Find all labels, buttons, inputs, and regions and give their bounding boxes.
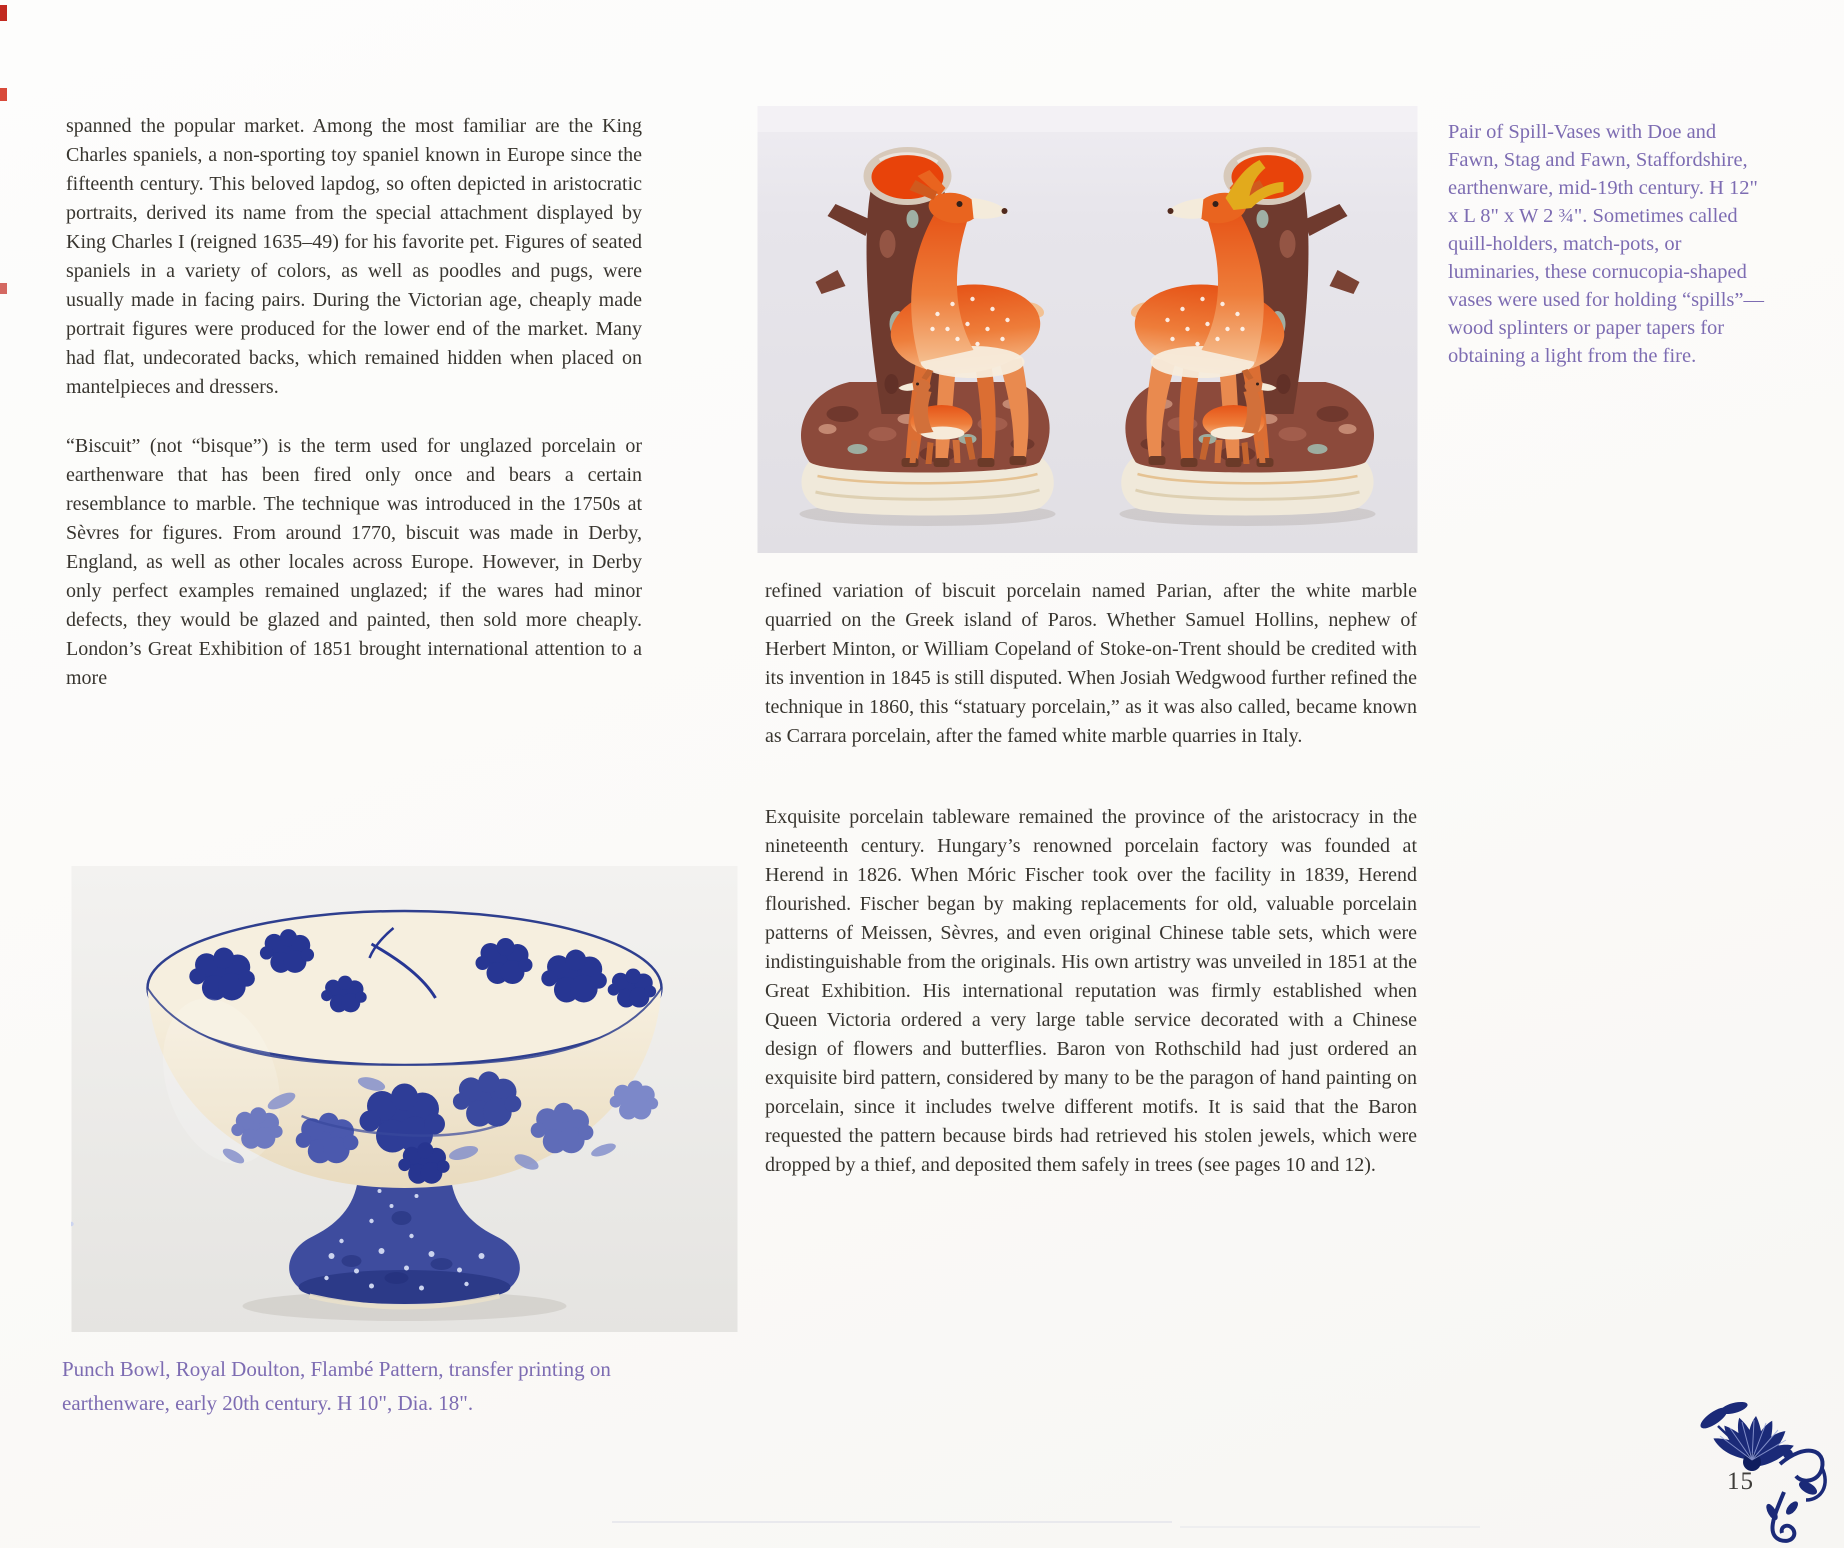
scan-line-artifact — [1180, 1526, 1480, 1528]
spill-vases-caption: Pair of Spill-Vases with Doe and Fawn, Stag and Fawn, Staffordshire, earthenware, mid-19th century. H 12" x L 8" x W 2 ¾". Sometimes called quill-holders, match-pots, or luminaries, these cornucopia-shaped vases were used for holding “spills”—wood splinters or paper tapers for obtaining a light from the fire. — [1448, 121, 1764, 367]
punch-bowl-caption: Punch Bowl, Royal Doulton, Flambé Pattern, transfer printing on earthenware, early 20th century. H 10", Dia. 18". — [62, 1357, 611, 1415]
scan-red-mark — [0, 283, 7, 294]
punch-bowl-image — [71, 866, 738, 1332]
paragraph-parian: refined variation of biscuit porcelain named Parian, after the white marble quarried on the Greek island of Paros. Whether Samuel Hollins, nephew of Herbert Minton, or William Copeland of Stoke-on-Trent should be credited with its invention in 1845 is still disputed. When Josiah Wedgwood further refined the technique in 1860, this “statuary porcelain,” as it was also called, became known as Carrara porcelain, after the famed white marble quarries in Italy. — [765, 580, 1417, 747]
spill-vases-image — [757, 106, 1418, 553]
paragraph-biscuit: “Biscuit” (not “bisque”) is the term used for unglazed porcelain or earthenware that has been fired only once and bears a certain resemblance to marble. The technique was introduced in the 1750s at Sèvres for figures. From around 1770, biscuit was made in Derby, England, as well as other locales across Europe. However, in Derby only perfect examples remained unglazed; if the wares had minor defects, they would be glazed and painted, then sold more cheaply. London’s Great Exhibition of 1851 brought international attention to a more — [66, 435, 642, 689]
spill-vases-photo — [757, 106, 1418, 553]
paragraph-spaniels: spanned the popular market. Among the most familiar are the King Charles spaniels, a non-sporting toy spaniel known in Europe since the fifteenth century. This beloved lapdog, so often depicted in aristocratic portraits, derived its name from the special attachment displayed by King Charles I (reigned 1635–49) for his favorite pet. Figures of seated spaniels in a variety of colors, as well as poodles and pugs, were usually made in facing pairs. During the Victorian age, cheaply made portrait figures were produced for the lower end of the market. Many had flat, undecorated backs, which remained hidden when placed on mantelpieces and dressers. — [66, 115, 642, 398]
page-number: 15 — [1727, 1468, 1754, 1495]
scan-red-mark — [0, 5, 7, 21]
scan-red-mark — [0, 88, 7, 101]
left-text-column — [66, 112, 642, 693]
punch-bowl-photo — [71, 866, 738, 1332]
right-text-column — [765, 577, 1417, 1180]
floral-ornament-icon — [1688, 1396, 1838, 1544]
paragraph-herend: Exquisite porcelain tableware remained the province of the aristocracy in the nineteenth century. Hungary’s renowned porcelain factory was founded at Herend in 1826. When Móric Fischer took over the facility in 1839, Herend flourished. Fischer began by making replacements for old, valuable porcelain patterns of Meissen, Sèvres, and even original Chinese table sets, which were indistinguishable from the originals. His own artistry was unveiled in 1851 at the Great Exhibition. His international reputation was firmly established when Queen Victoria ordered a very large table service decorated with a Chinese design of flowers and butterflies. Baron von Rothschild had just ordered an exquisite bird pattern, considered by many to be the paragon of hand painting on porcelain, since it includes twelve different motifs. It is said that the Baron requested the pattern because birds had retrieved his stolen jewels, which were dropped by a thief, and deposited them safely in trees (see pages 10 and 12). — [765, 806, 1417, 1176]
scan-line-artifact — [612, 1521, 1172, 1523]
